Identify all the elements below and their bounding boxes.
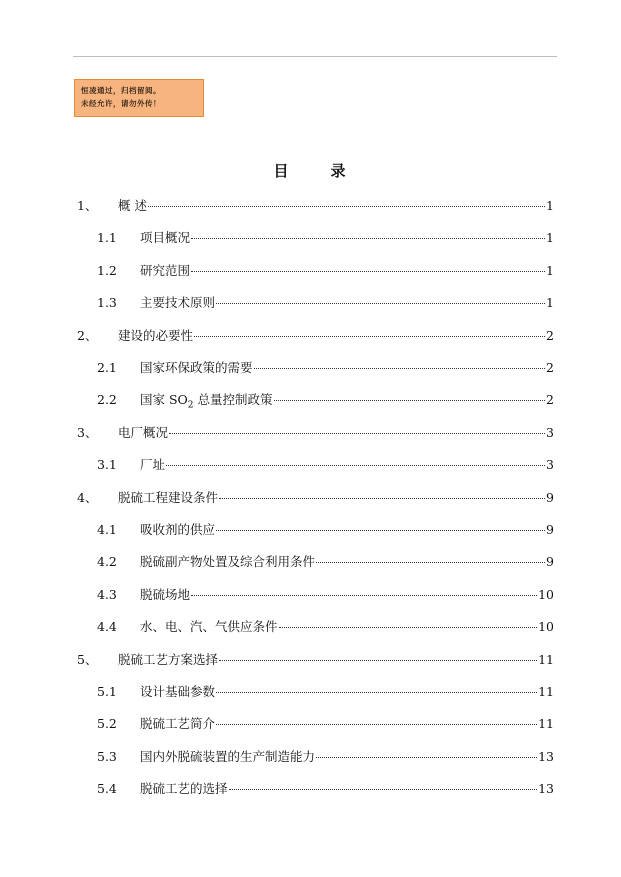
toc-section-entry[interactable]: [0, 196, 621, 216]
toc-page-number: 2: [546, 328, 554, 343]
toc-entry-title: 电厂概况: [118, 425, 169, 440]
toc-page-number: 3: [546, 425, 554, 440]
toc-entry-number: 5.2: [97, 716, 117, 731]
toc-subsection-entry[interactable]: [0, 293, 621, 313]
toc-entry-title: 主要技术原则: [140, 295, 216, 310]
toc-page-number: 13: [538, 749, 554, 764]
toc-dot-leader: [254, 368, 546, 369]
toc-entry-number: 4.3: [97, 587, 117, 602]
toc-page-number: 11: [538, 684, 554, 699]
toc-dot-leader: [216, 692, 537, 693]
toc-page-number: 1: [546, 295, 554, 310]
toc-dot-leader: [229, 789, 538, 790]
toc-page-number: 10: [538, 619, 554, 634]
toc-subsection-entry[interactable]: [0, 617, 621, 637]
toc-section-entry[interactable]: [0, 488, 621, 508]
toc-entry-title-prefix: 国家 SO: [140, 392, 188, 407]
toc-page-number: 3: [546, 457, 554, 472]
toc-entry-title: 厂址: [140, 457, 166, 472]
toc-subsection-entry[interactable]: [0, 520, 621, 540]
toc-entry-number: 5.4: [97, 781, 117, 796]
toc-entry-number: 5、: [77, 652, 98, 667]
toc-subsection-entry[interactable]: [0, 261, 621, 281]
toc-dot-leader: [169, 433, 545, 434]
toc-entry-number: 4.1: [97, 522, 117, 537]
toc-subsection-entry[interactable]: [0, 714, 621, 734]
toc-dot-leader: [216, 303, 545, 304]
stamp-line-1: 恒凌通过，归档留阅。: [81, 86, 161, 95]
toc-dot-leader: [191, 238, 545, 239]
toc-page-number: 10: [538, 587, 554, 602]
toc-page-number: 1: [546, 230, 554, 245]
toc-dot-leader: [191, 595, 537, 596]
toc-dot-leader: [274, 400, 546, 401]
toc-title-right: 录: [330, 162, 348, 180]
toc-entry-number: 3、: [77, 425, 98, 440]
toc-dot-leader: [316, 562, 545, 563]
toc-dot-leader: [316, 757, 537, 758]
toc-entry-title: 国内外脱硫装置的生产制造能力: [140, 749, 316, 764]
toc-entry-number: 4.2: [97, 554, 117, 569]
toc-section-entry[interactable]: [0, 423, 621, 443]
toc-entry-title: 建设的必要性: [118, 328, 194, 343]
approval-stamp: [74, 79, 204, 117]
toc-subsection-entry[interactable]: [0, 358, 621, 378]
toc-entry-title: 脱硫工艺简介: [140, 716, 216, 731]
toc-dot-leader: [219, 498, 545, 499]
toc-entry-title: 国家环保政策的需要: [140, 360, 253, 375]
toc-page-number: 9: [546, 554, 554, 569]
toc-entry-number: 2、: [77, 328, 98, 343]
toc-dot-leader: [148, 206, 545, 207]
toc-subsection-entry[interactable]: [0, 552, 621, 572]
toc-dot-leader: [191, 271, 545, 272]
toc-page-number: 2: [546, 392, 554, 407]
toc-section-entry[interactable]: [0, 650, 621, 670]
toc-subsection-entry[interactable]: [0, 779, 621, 799]
toc-dot-leader: [194, 336, 545, 337]
toc-page-number: 9: [546, 522, 554, 537]
toc-subsection-entry[interactable]: [0, 747, 621, 767]
toc-page-number: 9: [546, 490, 554, 505]
toc-entry-title: 脱硫场地: [140, 587, 191, 602]
toc-page-number: 11: [538, 652, 554, 667]
toc-dot-leader: [216, 530, 545, 531]
toc-entry-number: 2.1: [97, 360, 117, 375]
toc-dot-leader: [219, 660, 537, 661]
toc-subsection-entry[interactable]: [0, 390, 621, 410]
toc-section-entry[interactable]: [0, 326, 621, 346]
toc-subsection-entry[interactable]: [0, 682, 621, 702]
toc-entry-number: 4、: [77, 490, 98, 505]
toc-dot-leader: [279, 627, 538, 628]
toc-entry-number: 2.2: [97, 392, 117, 407]
toc-entry-title: 脱硫工程建设条件: [118, 490, 219, 505]
toc-entry-number: 1.2: [97, 263, 117, 278]
toc-subsection-entry[interactable]: [0, 585, 621, 605]
toc-entry-title-suffix: 总量控制政策: [193, 392, 273, 407]
toc-page-number: 2: [546, 360, 554, 375]
toc-entry-number: 1.3: [97, 295, 117, 310]
toc-entry-title: 脱硫工艺的选择: [140, 781, 228, 796]
toc-page-number: 1: [546, 198, 554, 213]
toc-entry-number: 3.1: [97, 457, 117, 472]
toc-entry-title: 研究范围: [140, 263, 191, 278]
toc-entry-title: 脱硫工艺方案选择: [118, 652, 219, 667]
header-rule: [73, 56, 557, 57]
toc-page-number: 13: [538, 781, 554, 796]
toc-entry-number: 4.4: [97, 619, 117, 634]
toc-entry-title: [140, 390, 273, 410]
toc-page-number: 11: [538, 716, 554, 731]
toc-dot-leader: [216, 724, 537, 725]
toc-entry-title: 水、电、汽、气供应条件: [140, 619, 278, 634]
toc-entry-title: 设计基础参数: [140, 684, 216, 699]
toc-entry-number: 1、: [77, 198, 98, 213]
toc-subsection-entry[interactable]: [0, 228, 621, 248]
toc-title-left: 目: [273, 162, 291, 180]
toc-title: [0, 160, 621, 181]
stamp-line-2: 未经允许，请勿外传！: [81, 99, 161, 108]
toc-entry-title: 脱硫副产物处置及综合利用条件: [140, 554, 316, 569]
toc-entry-number: 1.1: [97, 230, 117, 245]
toc-page-number: 1: [546, 263, 554, 278]
toc-entry-title: 吸收剂的供应: [140, 522, 216, 537]
toc-entry-number: 5.1: [97, 684, 117, 699]
toc-dot-leader: [166, 465, 545, 466]
toc-subsection-entry[interactable]: [0, 455, 621, 475]
toc-entry-number: 5.3: [97, 749, 117, 764]
toc-entry-title-subscript: 2: [187, 400, 194, 411]
toc-entry-title: 项目概况: [140, 230, 191, 245]
toc-entry-title: 概 述: [118, 198, 147, 213]
